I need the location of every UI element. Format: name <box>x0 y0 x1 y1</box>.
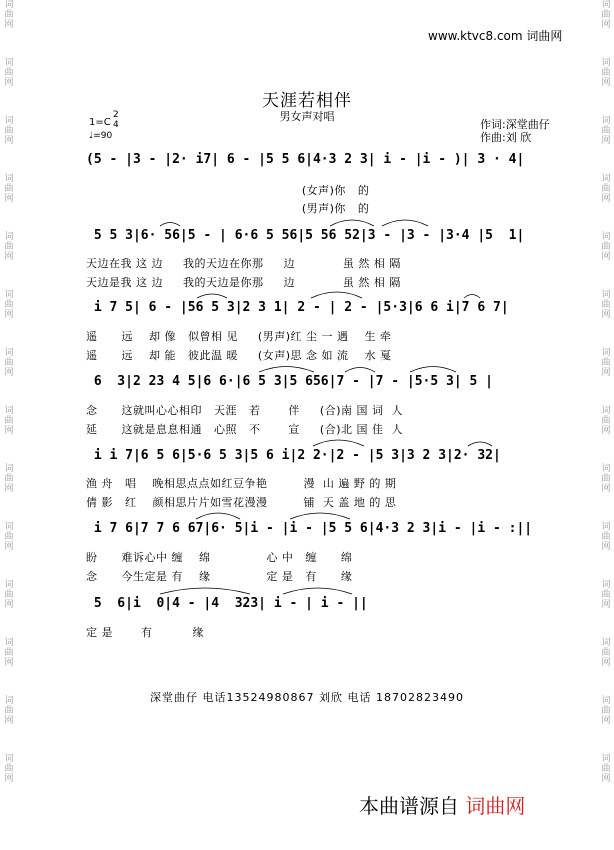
watermark-glyph-group: 词 曲 网 <box>4 348 14 378</box>
composer-credit: 作曲:刘 欣 <box>480 131 532 144</box>
key-signature: 1=C <box>89 117 111 128</box>
slur <box>283 588 352 594</box>
source-site-link[interactable]: 词曲网 <box>465 794 526 818</box>
slur <box>311 292 362 298</box>
lyric-row-4b: 延 这就是息息相通 心照 不 宣 (合)北 国 佳 人 <box>86 423 403 436</box>
watermark-glyph-group: 词 曲 网 <box>601 754 611 784</box>
watermark-glyph-group: 词 曲 网 <box>601 464 611 494</box>
watermark-glyph-group: 词 曲 网 <box>4 232 14 262</box>
notation-row-3: i 7 5| 6 - |56 5 3|2 3 1| 2 - | 2 - |5·3|6 6 i|7 6 7| <box>86 300 509 315</box>
watermark-glyph-group: 词 曲 网 <box>601 348 611 378</box>
watermark-glyph-group: 词 曲 网 <box>601 58 611 88</box>
watermark-glyph-group: 词 曲 网 <box>601 232 611 262</box>
notation-row-1: (5 - |3 - |2· i7| 6 - |5 5 6|4·3 2 3| i - |i - )| 3 · 4| <box>86 152 525 167</box>
slur <box>330 220 374 226</box>
lyric-row-1b: (男声)你 的 <box>86 202 370 215</box>
lyric-row-2b: 天边是我 这 边 我的天边是你那 边 虽 然 相 隔 <box>86 276 401 289</box>
watermark-glyph-group: 词 曲 网 <box>601 406 611 436</box>
lyric-row-5a: 渔 舟 唱 晚相思点点如红豆争艳 漫 山 遍 野 的 期 <box>86 477 397 490</box>
song-title: 天涯若相伴 <box>262 91 352 111</box>
watermark-glyph-group: 词 曲 网 <box>601 522 611 552</box>
watermark-glyph-group: 词 曲 网 <box>4 116 14 146</box>
watermark-glyph-group: 词 曲 网 <box>601 290 611 320</box>
lyric-row-4a: 念 这就叫心心相印 天涯 若 伴 (合)南 国 词 人 <box>86 404 403 417</box>
watermark-glyph-group: 词 曲 网 <box>4 696 14 726</box>
notation-row-5: i i 7|6 5 6|5·6 5 3|5 6 i|2 2·|2 - |5 3|3 2 3|2· 32| <box>86 448 501 463</box>
watermark-glyph-group: 词 曲 网 <box>601 0 611 30</box>
watermark-glyph-group: 词 曲 网 <box>601 638 611 668</box>
watermark-glyph-group: 词 曲 网 <box>601 174 611 204</box>
watermark-glyph-group: 词 曲 网 <box>4 580 14 610</box>
watermark-glyph-group: 词 曲 网 <box>4 754 14 784</box>
site-url[interactable]: www.ktvc8.com 词曲网 <box>428 29 563 43</box>
watermark-glyph-group: 词 曲 网 <box>4 174 14 204</box>
slur <box>197 294 227 298</box>
lyric-row-6a: 盼 难诉心中 缠 绵 心 中 缠 绵 <box>86 551 353 564</box>
notation-row-2: 5 5 3|6· 56|5 - | 6·6 5 56|5 56 52|3 - |3 - |3·4 |5 1| <box>86 228 525 243</box>
slur <box>290 513 350 519</box>
watermark-glyph-group: 词 曲 网 <box>601 580 611 610</box>
slur <box>382 220 428 226</box>
watermark-glyph-group: 词 曲 网 <box>4 464 14 494</box>
lyric-row-1a: (女声)你 的 <box>86 184 370 197</box>
lyric-row-5b: 倩 影 红 颜相思片片如雪花漫漫 铺 天 盖 地 的 思 <box>86 496 397 509</box>
lyric-row-6b: 念 今生定是 有 缘 定 是 有 缘 <box>86 570 353 583</box>
watermark-glyph-group: 词 曲 网 <box>601 696 611 726</box>
watermark-glyph-group: 词 曲 网 <box>4 290 14 320</box>
slur <box>259 367 314 373</box>
watermark-glyph-group: 词 曲 网 <box>4 58 14 88</box>
lyricist-credit: 作词:深堂曲仔 <box>480 118 550 131</box>
slur <box>196 513 240 519</box>
notation-row-6: i 7 6|7 7 6 67|6· 5|i - |i - |5 5 6|4·3 2 3|i - |i - :|| <box>86 521 533 536</box>
tempo-marking: ♩=90 <box>89 131 113 141</box>
contact-info: 深堂曲仔 电话13524980867 刘欣 电话 18702823490 <box>150 691 464 704</box>
slur <box>345 368 375 373</box>
watermark-glyph-group: 词 曲 网 <box>4 638 14 668</box>
notation-row-4: 6 3|2 23 4 5|6 6·|6 5 3|5 656|7 - |7 - |5·5 3| 5 | <box>86 374 493 389</box>
notation-row-7: 5 6|i 0|4 - |4 323| i - | i - || <box>86 596 368 611</box>
source-label: 本曲谱源自 <box>359 794 459 818</box>
meter-bottom: 4 <box>113 120 119 130</box>
slur <box>410 367 456 373</box>
meter-top: 2 <box>113 110 119 120</box>
watermark-glyph-group: 词 曲 网 <box>4 0 14 30</box>
slur <box>464 295 480 299</box>
watermark-glyph-group: 词 曲 网 <box>4 406 14 436</box>
lyric-row-3b: 遥 远 却 能 彼此温 暖 (女声)思 念 如 流 水 戛 <box>86 349 392 362</box>
lyric-row-7a: 定 是 有 缘 <box>86 626 204 639</box>
watermark-glyph-group: 词 曲 网 <box>4 522 14 552</box>
song-subtitle: 男女声对唱 <box>279 110 335 123</box>
slur <box>468 442 492 446</box>
slur <box>160 588 250 594</box>
watermark-glyph-group: 词 曲 网 <box>601 116 611 146</box>
source-credit <box>359 790 525 819</box>
lyric-row-2a: 天边在我 这 边 我的天边在你那 边 虽 然 相 隔 <box>86 257 401 270</box>
slur <box>313 440 364 446</box>
lyric-row-3a: 遥 远 却 像 似曾相 见 (男声)红 尘 一 遇 生 牵 <box>86 330 392 343</box>
slur <box>160 223 180 227</box>
